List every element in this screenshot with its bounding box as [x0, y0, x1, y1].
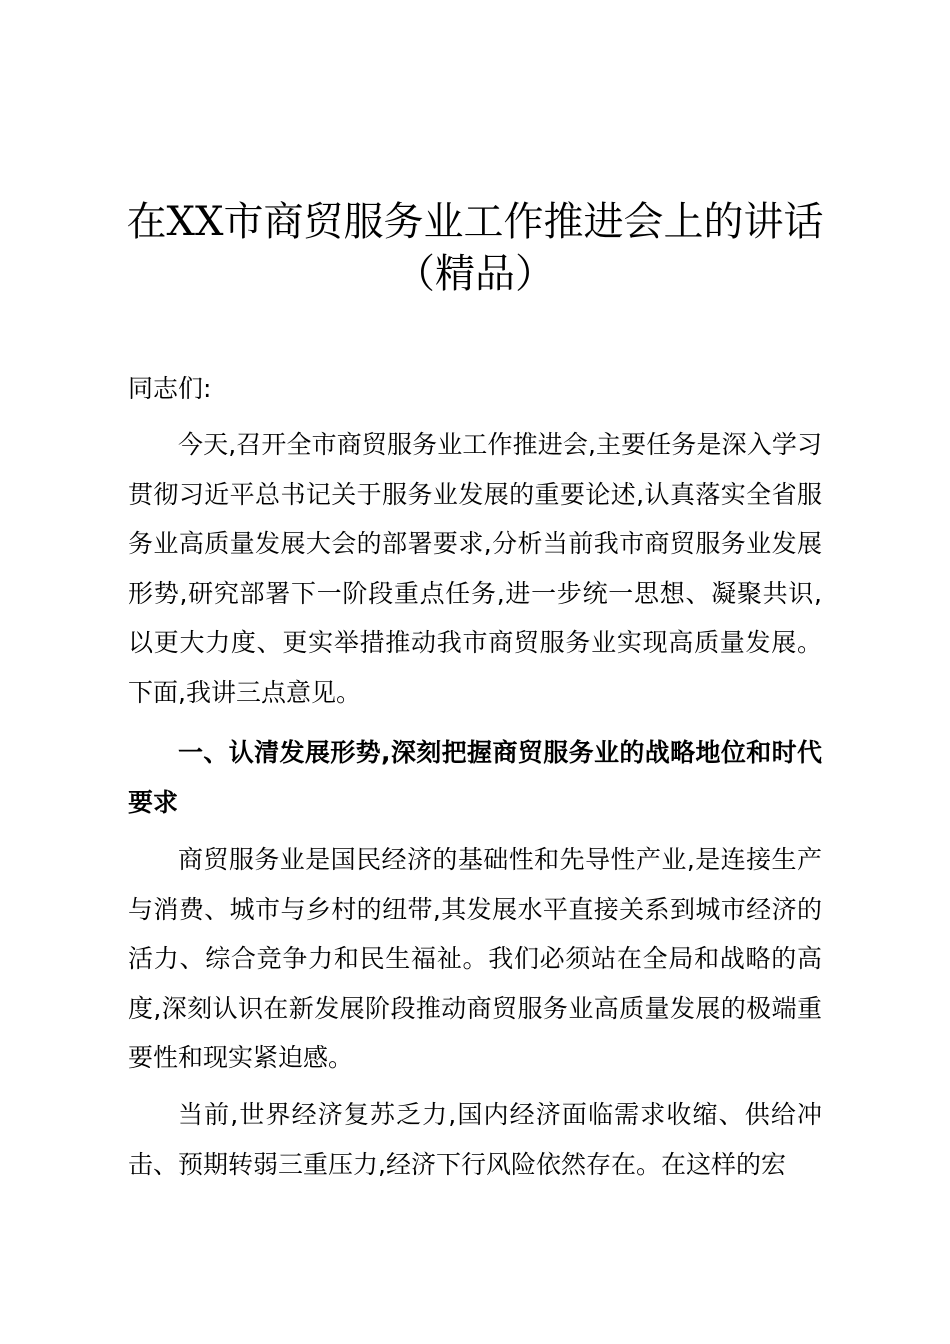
greeting: 同志们: [128, 374, 212, 403]
section-heading-1: 一、认清发展形势,深刻把握商贸服务业的战略地位和时代要求 [128, 738, 822, 817]
document-title: 在XX市商贸服务业工作推进会上的讲话 [126, 199, 824, 245]
paragraph-section1-2: 当前,世界经济复苏乏力,国内经济面临需求收缩、供给冲击、预期转弱三重压力,经济下行风险依然存在。在这样的宏 [128, 1100, 822, 1179]
document-title-suffix: （精品） [395, 251, 555, 297]
paragraph-section1-1: 商贸服务业是国民经济的基础性和先导性产业,是连接生产与消费、城市与乡村的纽带,其发展水平直接关系到城市经济的活力、综合竞争力和民生福祉。我们必须站在全局和战略的高度,深刻认识在新发展阶段推动商贸服务业高质量发展的极端重要性和现实紧迫感。 [128, 845, 822, 1072]
paragraph-intro: 今天,召开全市商贸服务业工作推进会,主要任务是深入学习贯彻习近平总书记关于服务业发展的重要论述,认真落实全省服务业高质量发展大会的部署要求,分析当前我市商贸服务业发展形势,研究部署下一阶段重点任务,进一步统一思想、凝聚共识,以更大力度、更实举措推动我市商贸服务业实现高质量发展。下面,我讲三点意见。 [128, 430, 822, 707]
